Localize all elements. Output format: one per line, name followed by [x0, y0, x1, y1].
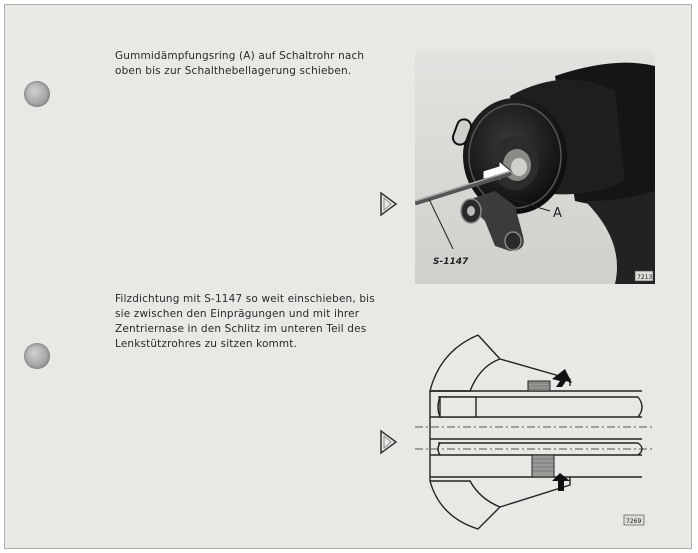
pointer-triangle-icon	[379, 191, 399, 217]
step-2-line-3: Zentriernase in den Schlitz im unteren Teil des	[115, 323, 367, 335]
step-1-text	[115, 49, 364, 79]
photo-steering-column	[415, 51, 655, 284]
figure-1-number: 7213	[637, 274, 653, 281]
binder-hole-top	[24, 81, 50, 107]
tool-label: S-1147	[433, 257, 469, 267]
cross-section-drawing	[410, 331, 660, 531]
step-1-line-2: oben bis zur Schalthebellagerung schieben.	[115, 65, 352, 77]
step-1-line-1: Gummidämpfungsring (A) auf Schaltrohr nach	[115, 50, 365, 62]
step-2-line-1: Filzdichtung mit S-1147 so weit einschieben, bis	[115, 293, 375, 305]
figure-2-number: 7269	[626, 518, 642, 525]
step-2-text	[115, 292, 375, 352]
pointer-triangle-icon	[379, 429, 399, 455]
manual-page	[4, 4, 692, 549]
step-2-line-4: Lenkstützrohres zu sitzen kommt.	[115, 338, 298, 350]
binder-hole-bottom	[24, 343, 50, 369]
step-2-line-2: sie zwischen den Einprägungen und mit ihrer	[115, 308, 360, 320]
label-a: A	[553, 206, 562, 221]
